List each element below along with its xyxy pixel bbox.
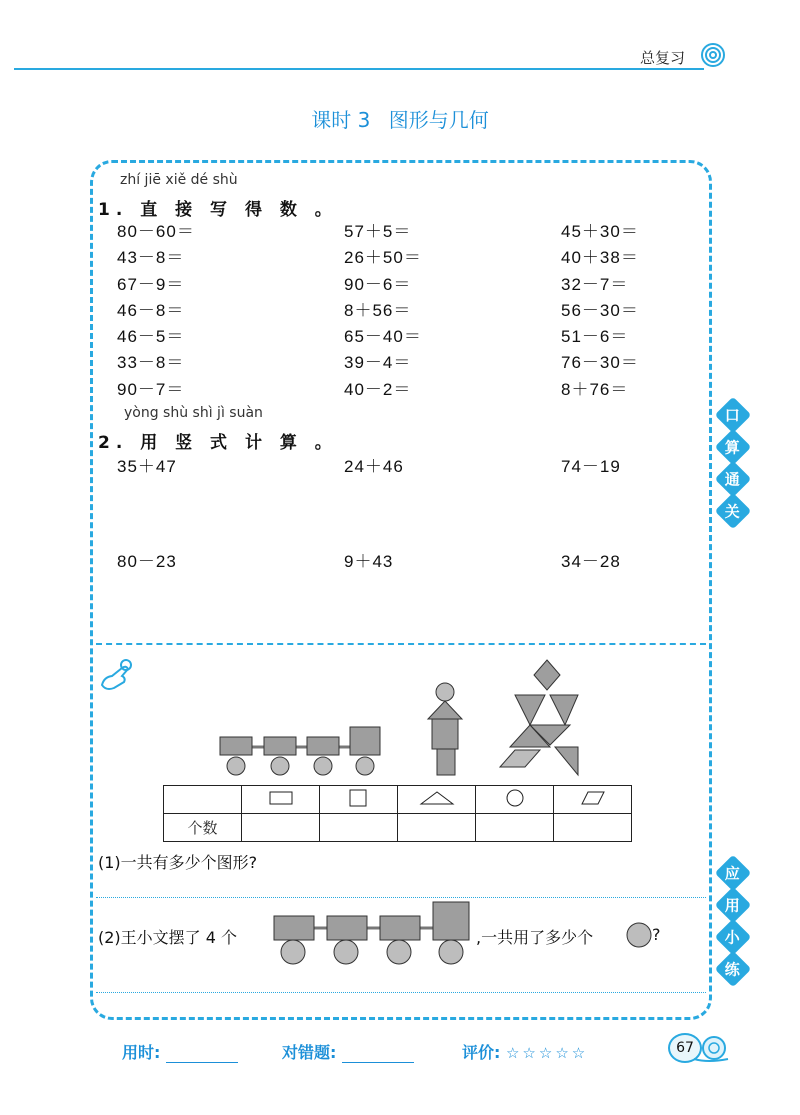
side-tab-char: 通 bbox=[725, 470, 741, 489]
vertical-calc-expression: 74－19 bbox=[561, 457, 621, 476]
q1-heading: 1. 直 接 写 得 数 。 bbox=[98, 200, 338, 220]
rating bbox=[462, 1040, 588, 1063]
table-header-row bbox=[164, 786, 632, 814]
expression: 76－30＝ bbox=[561, 353, 639, 373]
expression: 57＋5＝ bbox=[344, 222, 412, 241]
expression: 39－4＝ bbox=[344, 353, 412, 373]
expression: 32－7＝ bbox=[561, 274, 629, 294]
parallelogram-icon bbox=[580, 790, 606, 806]
time-label: 用时: bbox=[122, 1043, 161, 1062]
shapes-illustration bbox=[210, 655, 600, 780]
count-answer-cell[interactable] bbox=[554, 814, 632, 842]
q1-column-2 bbox=[344, 219, 422, 403]
lesson-title bbox=[0, 104, 800, 133]
q1-pinyin: zhí jiē xiě dé shù bbox=[120, 172, 238, 188]
star-rating[interactable]: ☆☆☆☆☆ bbox=[505, 1044, 589, 1062]
vertical-calc-expression: 80－23 bbox=[117, 552, 177, 571]
answer-line bbox=[96, 897, 706, 898]
header-rule bbox=[14, 68, 704, 70]
tower-figure bbox=[428, 683, 462, 775]
expression: 56－30＝ bbox=[561, 300, 639, 320]
table-cell bbox=[398, 786, 476, 814]
expression: 33－8＝ bbox=[117, 353, 185, 373]
expression: 65－40＝ bbox=[344, 327, 422, 347]
expression: 8＋76＝ bbox=[561, 379, 629, 399]
sub-question-1: (1)一共有多少个图形? bbox=[98, 853, 258, 872]
table-cell bbox=[320, 786, 398, 814]
side-tab-char: 用 bbox=[725, 896, 741, 915]
q1-column-3 bbox=[561, 219, 639, 403]
q2-heading: 2. 用 竖 式 计 算 。 bbox=[98, 433, 338, 453]
expression: 90－6＝ bbox=[344, 274, 412, 294]
section-divider bbox=[96, 643, 706, 645]
side-tab-mental-math bbox=[718, 402, 748, 530]
rectangle-icon bbox=[268, 790, 294, 806]
side-tab-application bbox=[718, 860, 748, 988]
square-icon bbox=[348, 788, 370, 808]
triangle-icon bbox=[419, 790, 455, 806]
tangram-figure bbox=[500, 660, 578, 775]
shape-count-table bbox=[163, 785, 632, 842]
table-cell bbox=[554, 786, 632, 814]
expression: 26＋50＝ bbox=[344, 248, 422, 268]
rating-label: 评价: bbox=[462, 1043, 501, 1062]
snail-icon bbox=[690, 1030, 730, 1062]
page-number: 67 bbox=[668, 1033, 702, 1063]
side-tab-char: 应 bbox=[725, 864, 741, 883]
expression: 46－5＝ bbox=[117, 327, 185, 347]
expression: 43－8＝ bbox=[117, 248, 185, 268]
vertical-calc-expression: 34－28 bbox=[561, 552, 621, 571]
spiral-icon bbox=[700, 42, 726, 68]
expression: 46－8＝ bbox=[117, 300, 185, 320]
answer-line bbox=[96, 992, 706, 993]
expression: 8＋56＝ bbox=[344, 300, 412, 320]
table-count-row bbox=[164, 814, 632, 842]
count-answer-cell[interactable] bbox=[476, 814, 554, 842]
vertical-calc-expression: 24＋46 bbox=[344, 457, 404, 476]
side-tab-char: 关 bbox=[725, 502, 741, 521]
expression: 40＋38＝ bbox=[561, 248, 639, 268]
train-icon bbox=[270, 900, 474, 968]
sub-question-2-suffix: ,一共用了多少个 bbox=[476, 928, 594, 947]
count-answer-cell[interactable] bbox=[242, 814, 320, 842]
expression: 51－6＝ bbox=[561, 327, 629, 347]
pointing-hand-icon bbox=[96, 655, 136, 693]
correct-blank[interactable] bbox=[342, 1062, 414, 1063]
count-answer-cell[interactable] bbox=[320, 814, 398, 842]
vertical-calc-expression: 9＋43 bbox=[344, 552, 394, 571]
time-blank[interactable] bbox=[166, 1062, 238, 1063]
table-cell bbox=[242, 786, 320, 814]
lesson-number: 课时 3 bbox=[311, 108, 371, 132]
lesson-name: 图形与几何 bbox=[388, 108, 489, 132]
side-tab-char: 口 bbox=[725, 406, 741, 425]
sub-question-2-prefix: (2)王小文摆了 4 个 bbox=[98, 928, 238, 947]
vertical-calc-expression: 35＋47 bbox=[117, 457, 177, 476]
train-figure bbox=[220, 727, 380, 775]
circle-icon bbox=[626, 922, 652, 948]
side-tab-char: 练 bbox=[725, 960, 741, 979]
sub-question-2-end: ? bbox=[652, 925, 661, 944]
expression: 90－7＝ bbox=[117, 379, 185, 399]
side-tab-char: 小 bbox=[725, 928, 741, 947]
correct-count bbox=[282, 1040, 414, 1063]
time-used bbox=[122, 1040, 238, 1063]
expression: 80－60＝ bbox=[117, 222, 195, 241]
table-cell bbox=[164, 786, 242, 814]
count-answer-cell[interactable] bbox=[398, 814, 476, 842]
table-cell bbox=[476, 786, 554, 814]
section-label: 总复习 bbox=[640, 49, 686, 67]
expression: 40－2＝ bbox=[344, 379, 412, 399]
table-row-label: 个数 bbox=[164, 814, 242, 842]
q1-column-1 bbox=[117, 219, 195, 403]
expression: 67－9＝ bbox=[117, 274, 185, 294]
expression: 45＋30＝ bbox=[561, 222, 639, 241]
q2-pinyin: yòng shù shì jì suàn bbox=[124, 405, 263, 421]
side-tab-char: 算 bbox=[725, 438, 741, 457]
circle-icon bbox=[505, 788, 525, 808]
correct-label: 对错题: bbox=[282, 1043, 337, 1062]
